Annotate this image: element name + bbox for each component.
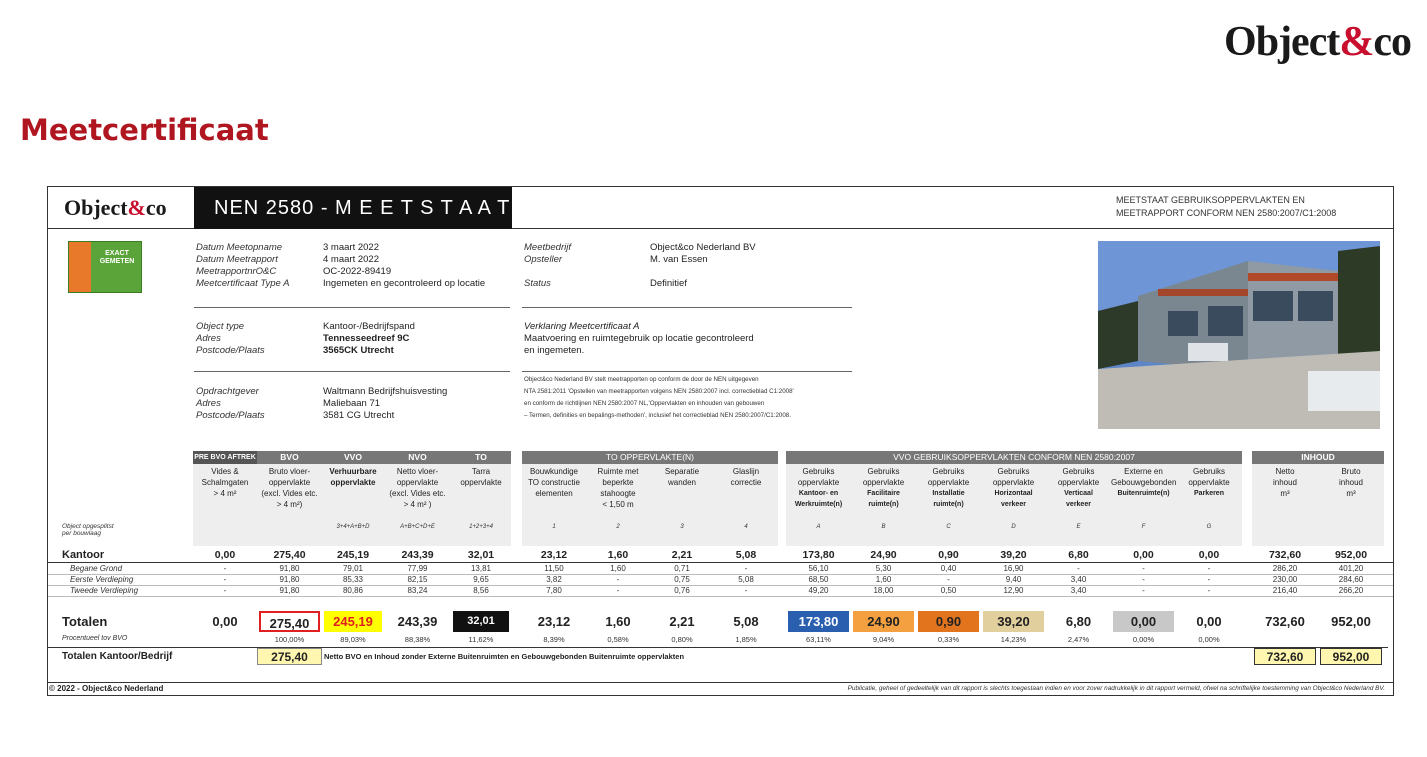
table-cell: 14,23% <box>1000 635 1027 644</box>
column-header: Netto vloer- oppervlakte (excl. Vides etc. > 4 m² ) <box>389 467 446 509</box>
table-row-totalen: Totalen 0,00 275,40 245,19 243,39 32,01 23,12 1,60 2,21 5,08 173,80 24,90 0,90 39,20 6,80 0,00 0,00 732,60 952,00 <box>48 616 1393 632</box>
table-cell: 9,40 <box>1005 575 1022 584</box>
table-row-eerste-verdieping: Eerste Verdieping - 91,80 85,33 82,15 9,65 3,82 - 0,75 5,08 68,50 1,60 - 9,40 3,40 - - 230,00 284,60 <box>48 575 1393 586</box>
table-cell: - <box>744 564 748 573</box>
group-bvo: BVO <box>257 451 322 464</box>
table-cell: 284,60 <box>1338 575 1364 584</box>
table-cell: 0,00 <box>1133 549 1154 561</box>
table-cell: 243,39 <box>401 549 434 561</box>
table-cell: 5,08 <box>738 575 754 584</box>
table-cell: 5,08 <box>735 549 757 561</box>
column-formula: F <box>1141 524 1146 530</box>
table-cell: 952,00 <box>1331 614 1371 629</box>
column-header: Gebruiks oppervlakte Verticaal verkeer <box>1057 467 1100 508</box>
column-formula: 3 <box>680 524 684 530</box>
table-cell: 11,62% <box>468 635 494 644</box>
table-row-totalen-kantoor-bedrijf: Totalen Kantoor/Bedrijf 275,40 Netto BVO en Inhoud zonder Externe Buitenruimten en Gebouwgebonden Buitenruimte oppervlakten 732,60 952,00 <box>48 647 1388 665</box>
table-cell: 0,00 <box>1196 614 1222 629</box>
table-cell: 6,80 <box>1068 549 1089 561</box>
table-cell: 0,80% <box>671 635 693 644</box>
column-header: Gebruiks oppervlakte Parkeren <box>1188 467 1230 497</box>
column-header: Vides & Schalmgaten > 4 m² <box>201 467 249 498</box>
group-vvo-gebruik: VVO GEBRUIKSOPPERVLAKTEN CONFORM NEN 2580:2007 <box>786 451 1242 464</box>
column-formula: 1 <box>552 524 556 530</box>
column-formula: 2 <box>616 524 620 530</box>
table-cell: 5,30 <box>875 564 892 573</box>
table-cell: 13,81 <box>470 564 492 573</box>
table-cell: 39,20 <box>983 611 1044 632</box>
table-cell: 32,01 <box>467 549 495 561</box>
table-row-percentage: Procentueel tov BVO 100,00% 89,03% 88,38% 11,62% 8,39% 0,58% 0,80% 1,85% 63,11% 9,04% 0,33% 14,23% 2,47% 0,00% 0,00% <box>48 635 1393 646</box>
footer-disclaimer: Publicatie, geheel of gedeeltelijk van dit rapport is slechts toegestaan indien en voor zover nadrukkelijk in dit rapport vermeld, ofwel na schriftelijke toestemming van Object&co Nederland BV. <box>847 685 1385 692</box>
legal-text: Object&co Nederland BV stelt meetrapporten op conform de door de NEN uitgegeven NTA 2581:2011 'Opstellen van meetrapporten volgens NEN 2580:2007 incl. correctieblad C1:2008' en conform de richtlijnen NEN 2580:2007 NL,'Oppervlakten en inhouden van gebouwen – Termen, definities en bepalings-methoden', inclusief het correctieblad NEN 2580:2007/C1:2008. <box>524 376 794 419</box>
column-header: Gebruiks oppervlakte Facilitaire ruimte(n) <box>862 467 905 508</box>
table-cell: 732,60 <box>1268 549 1302 561</box>
column-formula: 3+4+A+B+D <box>336 524 370 530</box>
table-cell: - <box>1077 564 1080 573</box>
table-row-kantoor: Kantoor 0,00 275,40 245,19 243,39 32,01 23,12 1,60 2,21 5,08 173,80 24,90 0,90 39,20 6,80 0,00 0,00 732,60 952,00 <box>48 549 1393 563</box>
table-cell: 1,60 <box>605 614 631 629</box>
sheet-header <box>48 187 1393 229</box>
table-cell: 732,60 <box>1265 614 1305 629</box>
table-cell: 3,40 <box>1070 575 1087 584</box>
sheet-subtitle: MEETSTAAT GEBRUIKSOPPERVLAKTEN EN MEETRAPPORT CONFORM NEN 2580:2007/C1:2008 <box>1116 195 1337 218</box>
group-inhoud: INHOUD <box>1252 451 1384 464</box>
table-cell: 16,90 <box>1003 564 1024 573</box>
column-header: Tarra oppervlakte <box>460 467 502 487</box>
table-cell: - <box>616 586 620 595</box>
table-cell: 2,21 <box>671 549 693 561</box>
column-header: Externe en Gebouwgebonden Buitenruimte(n) <box>1111 467 1177 497</box>
column-header: Bruto inhoud m³ <box>1338 467 1364 498</box>
column-header: Bouwkundige TO constructie elementen <box>528 467 580 498</box>
table-cell: - <box>1207 564 1211 573</box>
table-cell: 24,90 <box>870 549 897 561</box>
table-cell: 230,00 <box>1272 575 1298 584</box>
table-cell: - <box>223 586 227 595</box>
table-cell: 5,08 <box>733 614 759 629</box>
table-cell: 77,99 <box>407 564 428 573</box>
table-row-begane-grond: Begane Grond - 91,80 79,01 77,99 13,81 11,50 1,60 0,71 - 56,10 5,30 0,40 16,90 - - - 286,20 401,20 <box>48 564 1393 575</box>
building-photo <box>1098 241 1380 429</box>
table-cell: 0,90 <box>918 611 979 632</box>
table-cell: 9,04% <box>872 635 895 644</box>
column-formula: A+B+C+D+E <box>400 524 435 530</box>
table-cell: 1,60 <box>607 549 629 561</box>
table-cell: 245,19 <box>336 549 370 561</box>
company-logo: Object&co <box>1224 19 1411 65</box>
table-cell: 275,40 <box>259 611 320 632</box>
table-cell: 68,50 <box>808 575 829 584</box>
table-cell: 0,00% <box>1132 635 1155 644</box>
column-header: Ruimte met beperkte stahoogte < 1,50 m <box>597 467 639 509</box>
column-header: Verhuurbare oppervlakte <box>329 467 377 487</box>
table-cell: 0,76 <box>674 586 690 595</box>
column-header: Netto inhoud m³ <box>1272 467 1298 498</box>
column-formula: G <box>1206 524 1212 530</box>
table-cell: 85,33 <box>342 575 364 584</box>
table-cell: 266,20 <box>1338 586 1364 595</box>
object-info: Object type Kantoor-/Bedrijfspand Adres Tennesseedreef 9C Postcode/Plaats 3565CK Utrecht <box>196 321 415 356</box>
column-header: Gebruiks oppervlakte Kantoor- en Werkruimte(n) <box>794 467 843 508</box>
table-cell: 0,75 <box>674 575 690 584</box>
table-cell: 80,86 <box>342 586 364 595</box>
table-cell: 11,50 <box>544 564 564 573</box>
table-cell: 245,19 <box>324 611 382 632</box>
table-cell: 23,12 <box>540 549 568 561</box>
table-cell: 3,82 <box>546 575 562 584</box>
group-to: TO <box>451 451 511 464</box>
table-cell: 0,90 <box>938 549 959 561</box>
table-cell: 401,20 <box>1338 564 1364 573</box>
table-cell: 12,90 <box>1003 586 1024 595</box>
table-cell: - <box>616 575 620 584</box>
table-cell: - <box>223 575 227 584</box>
column-formula: E <box>1076 524 1081 530</box>
meetbedrijf-info: Meetbedrijf Object&co Nederland BV Opsteller M. van Essen Status Definitief <box>524 242 756 289</box>
table-cell: 0,00 <box>214 549 236 561</box>
table-cell: 0,40 <box>940 564 957 573</box>
table-cell: - <box>1207 586 1211 595</box>
table-cell: - <box>744 586 748 595</box>
table-cell: 952,00 <box>1334 549 1368 561</box>
table-cell: 6,80 <box>1065 614 1092 629</box>
column-formula: D <box>1011 524 1016 530</box>
footer-copyright: © 2022 - Object&co Nederland <box>49 684 164 693</box>
table-cell: 243,39 <box>386 611 449 632</box>
table-cell: - <box>1142 575 1145 584</box>
table-cell: 88,38% <box>404 635 431 644</box>
table-cell: 91,80 <box>279 564 300 573</box>
table-cell: 2,47% <box>1067 635 1090 644</box>
table-cell: 0,71 <box>674 564 690 573</box>
table-cell: 3,40 <box>1070 586 1087 595</box>
column-formula: B <box>881 524 886 530</box>
column-formula: 4 <box>744 524 748 530</box>
table-cell: 63,11% <box>806 635 831 644</box>
table-cell: 32,01 <box>453 611 509 632</box>
table-cell: 1,85% <box>735 635 757 644</box>
table-cell: 1,60 <box>610 564 626 573</box>
column-header: Separatie wanden <box>664 467 700 487</box>
column-header: Gebruiks oppervlakte Horizontaal verkeer <box>992 467 1035 508</box>
table-cell: 9,65 <box>473 575 489 584</box>
table-cell: 7,80 <box>546 586 562 595</box>
table-cell: 56,10 <box>808 564 829 573</box>
group-nvo: NVO <box>384 451 451 464</box>
column-formula: 1+2+3+4 <box>469 524 493 530</box>
group-vvo: VVO <box>322 451 384 464</box>
group-to-oppervlakten: TO OPPERVLAKTE(N) <box>522 451 778 464</box>
object-split-label: Object opgesplitst per bouwlaag <box>62 523 114 537</box>
page-title: Meetcertificaat <box>20 113 269 147</box>
group-pre-bvo: PRE BVO AFTREK <box>193 451 257 464</box>
table-cell: 8,56 <box>473 586 489 595</box>
meetopname-info: Datum Meetopname 3 maart 2022 Datum Meetrapport 4 maart 2022 MeetrapportnrO&C OC-2022-89419 Meetcertificaat Type A Ingemeten en gecontroleerd op locatie <box>196 242 486 289</box>
table-cell: - <box>1207 575 1211 584</box>
measurement-sheet <box>47 186 1394 696</box>
table-cell: 286,20 <box>1272 564 1298 573</box>
table-cell: - <box>1142 586 1145 595</box>
table-cell: 100,00% <box>274 635 305 644</box>
column-formula: C <box>946 524 951 530</box>
table-cell: 0,33% <box>937 635 960 644</box>
table-cell: 0,58% <box>607 635 629 644</box>
table-cell: 275,40 <box>273 549 306 561</box>
table-cell: 8,39% <box>543 635 565 644</box>
table-cell: 0,00 <box>1198 549 1220 561</box>
table-cell: 0,50 <box>940 586 957 595</box>
column-header: Gebruiks oppervlakte Installatie ruimte(n) <box>927 467 970 508</box>
table-cell: 24,90 <box>853 611 914 632</box>
sheet-title: NEN 2580 - M E E T S T A A T <box>194 187 512 229</box>
table-cell: - <box>223 564 227 573</box>
table-cell: 83,24 <box>407 586 428 595</box>
column-header: Glaslijn correctie <box>730 467 762 487</box>
table-row-tweede-verdieping: Tweede Verdieping - 91,80 80,86 83,24 8,56 7,80 - 0,76 - 49,20 18,00 0,50 12,90 3,40 - - 216,40 266,20 <box>48 586 1393 597</box>
table-cell: - <box>1142 564 1145 573</box>
table-cell: 79,01 <box>342 564 364 573</box>
opdrachtgever-info: Opdrachtgever Waltmann Bedrijfshuisvesting Adres Maliebaan 71 Postcode/Plaats 3581 CG Utrecht <box>196 386 448 421</box>
table-cell: - <box>947 575 950 584</box>
table-cell: 89,03% <box>340 635 366 644</box>
sheet-logo: Object&co <box>64 195 167 220</box>
table-cell: 82,15 <box>407 575 428 584</box>
table-cell: 0,00 <box>1113 611 1174 632</box>
table-cell: 173,80 <box>802 549 835 561</box>
table-cell: 49,20 <box>808 586 829 595</box>
table-cell: 91,80 <box>279 586 300 595</box>
table-cell: 1,60 <box>875 575 892 584</box>
column-formula: A <box>816 524 821 530</box>
table-cell: 23,12 <box>537 614 571 629</box>
table-cell: 2,21 <box>669 614 695 629</box>
table-cell: 91,80 <box>279 575 300 584</box>
table-cell: 0,00% <box>1198 635 1220 644</box>
column-header: Bruto vloer- oppervlakte (excl. Vides etc. > 4 m²) <box>261 467 318 509</box>
verklaring: Verklaring Meetcertificaat A Maatvoering en ruimtegebruik op locatie gecontroleerd en ingemeten. <box>524 321 754 356</box>
table-cell: 0,00 <box>212 614 238 629</box>
table-cell: 216,40 <box>1272 586 1298 595</box>
table-cell: 173,80 <box>788 611 849 632</box>
exact-gemeten-seal: EXACT GEMETEN <box>68 241 142 293</box>
table-cell: 39,20 <box>1000 549 1027 561</box>
table-cell: 18,00 <box>873 586 894 595</box>
